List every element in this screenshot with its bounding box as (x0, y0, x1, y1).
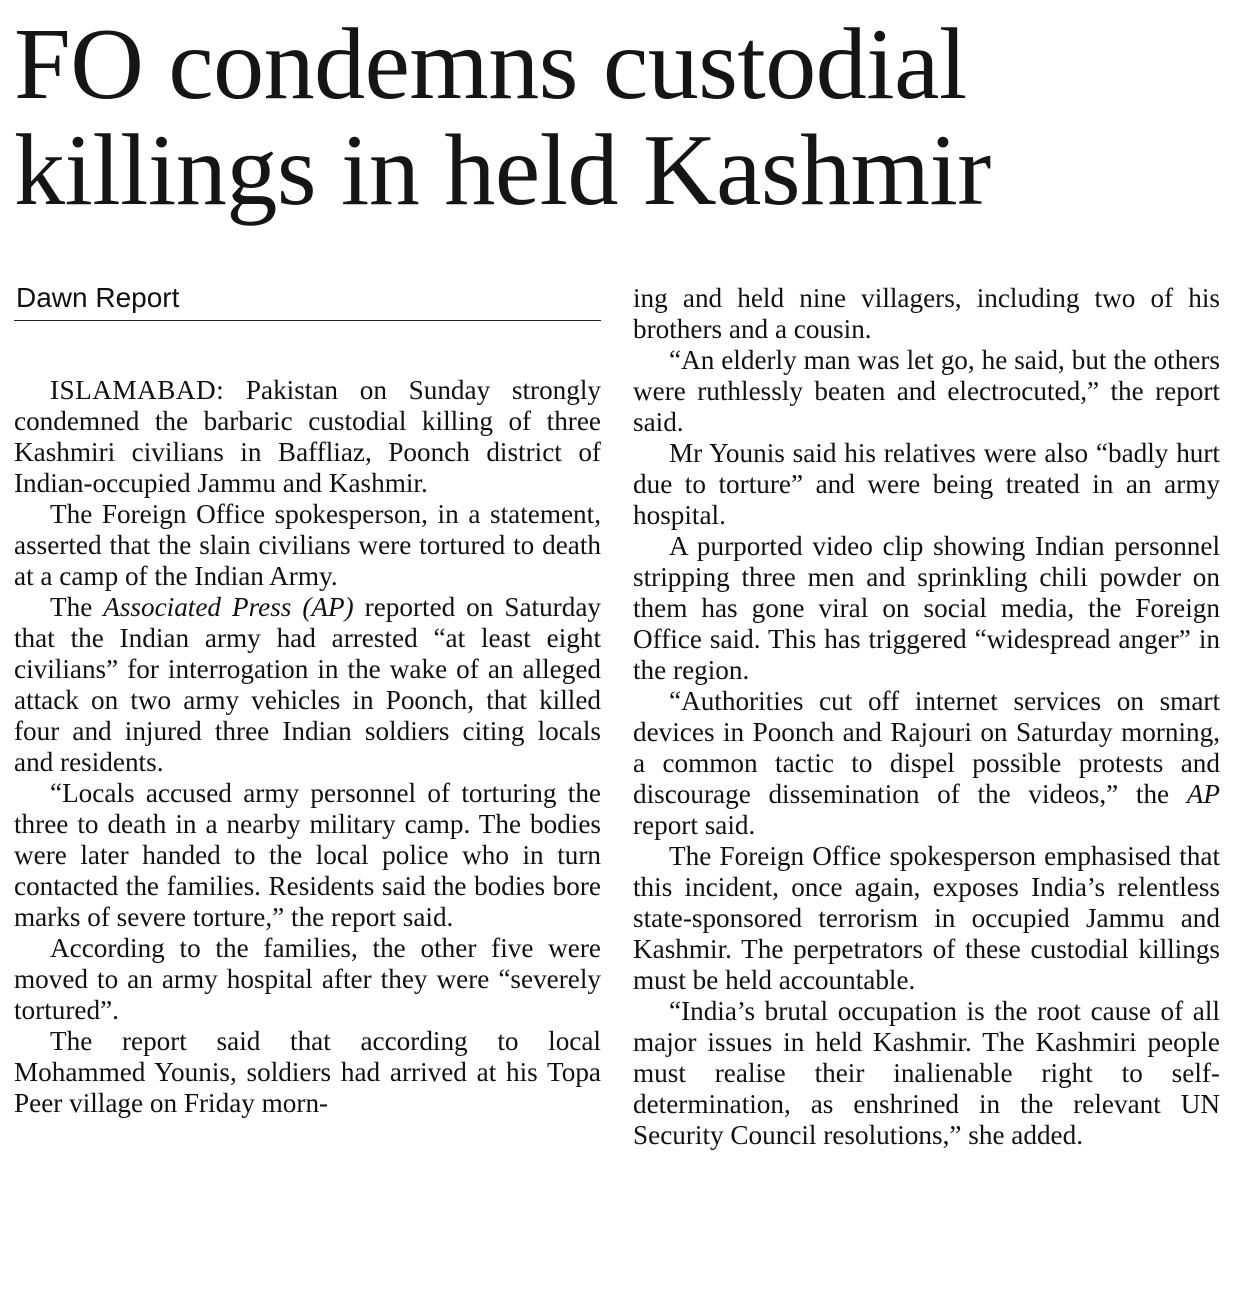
paragraph-9: A purported video clip showing Indian personnel stripping three men and sprinkling chili powder on them has gone viral on social media, the Foreign Office said. This has triggered “widespread anger” in the region. (633, 531, 1220, 685)
paragraph-4: “Locals accused army personnel of torturing the three to death in a nearby military camp. The bodies were later handed to the local police who in turn contacted the families. Residents said the bodies bore marks of severe torture,” the report said. (14, 778, 601, 932)
paragraph-10 (633, 686, 1220, 841)
paragraph-1-body: Pakistan on Sunday strongly condemned the barbaric custodial killing of three Kashmiri civilians in Baffliaz, Poonch district of Indian-occupied Jammu and Kashmir. (14, 375, 601, 498)
paragraph-6-part-2: ing and held nine villagers, including two of his brothers and a cousin. (633, 283, 1220, 344)
paragraph-10-body: “Authorities cut off internet services on smart devices in Poonch and Rajouri on Saturday morning, a common tactic to dispel possible protests and discourage dissemination of the videos,” the (633, 686, 1220, 809)
paragraph-7: “An elderly man was let go, he said, but the others were ruthlessly beaten and electrocuted,” the report said. (633, 345, 1220, 437)
paragraph-3 (14, 592, 601, 778)
article-column-left (14, 280, 601, 1119)
headline-line-2: killings in held Kashmir (14, 114, 991, 227)
headline (14, 8, 1229, 227)
paragraph-12: “India’s brutal occupation is the root cause of all major issues in held Kashmir. The Kashmiri people must realise their inalienable right to self-determination, as enshrined in the relevant UN Security Council resolutions,” she added. (633, 996, 1220, 1150)
paragraph-1 (14, 375, 601, 499)
article-column-right (633, 283, 1220, 1151)
byline: Dawn Report (14, 280, 601, 321)
paragraph-3-start: The (50, 592, 104, 622)
headline-line-1: FO condemns custodial (14, 8, 967, 121)
paragraph-8: Mr Younis said his relatives were also “badly hurt due to torture” and were being treated in an army hospital. (633, 438, 1220, 530)
paragraph-2: The Foreign Office spokesperson, in a statement, asserted that the slain civilians were tortured to death at a camp of the Indian Army. (14, 499, 601, 591)
paragraph-10-end: report said. (633, 810, 756, 840)
source-name: Associated Press (AP) (103, 592, 354, 622)
paragraph-3-body: reported on Saturday that the Indian army had arrested “at least eight civilians” for interrogation in the wake of an alleged attack on two army vehicles in Poonch, that killed four and injured three Indian soldiers citing locals and residents. (14, 592, 601, 777)
paragraph-11: The Foreign Office spokesperson emphasised that this incident, once again, exposes India’s relentless state-sponsored terrorism in occupied Jammu and Kashmir. The perpetrators of these custodial killings must be held accountable. (633, 841, 1220, 995)
paragraph-6-part-1: The report said that according to local Mohammed Younis, soldiers had arrived at his Topa Peer village on Friday morn- (14, 1026, 601, 1118)
dateline: ISLAMABAD: (50, 375, 225, 405)
paragraph-5: According to the families, the other five were moved to an army hospital after they were “severely tortured”. (14, 933, 601, 1025)
source-abbrev: AP (1186, 779, 1220, 809)
